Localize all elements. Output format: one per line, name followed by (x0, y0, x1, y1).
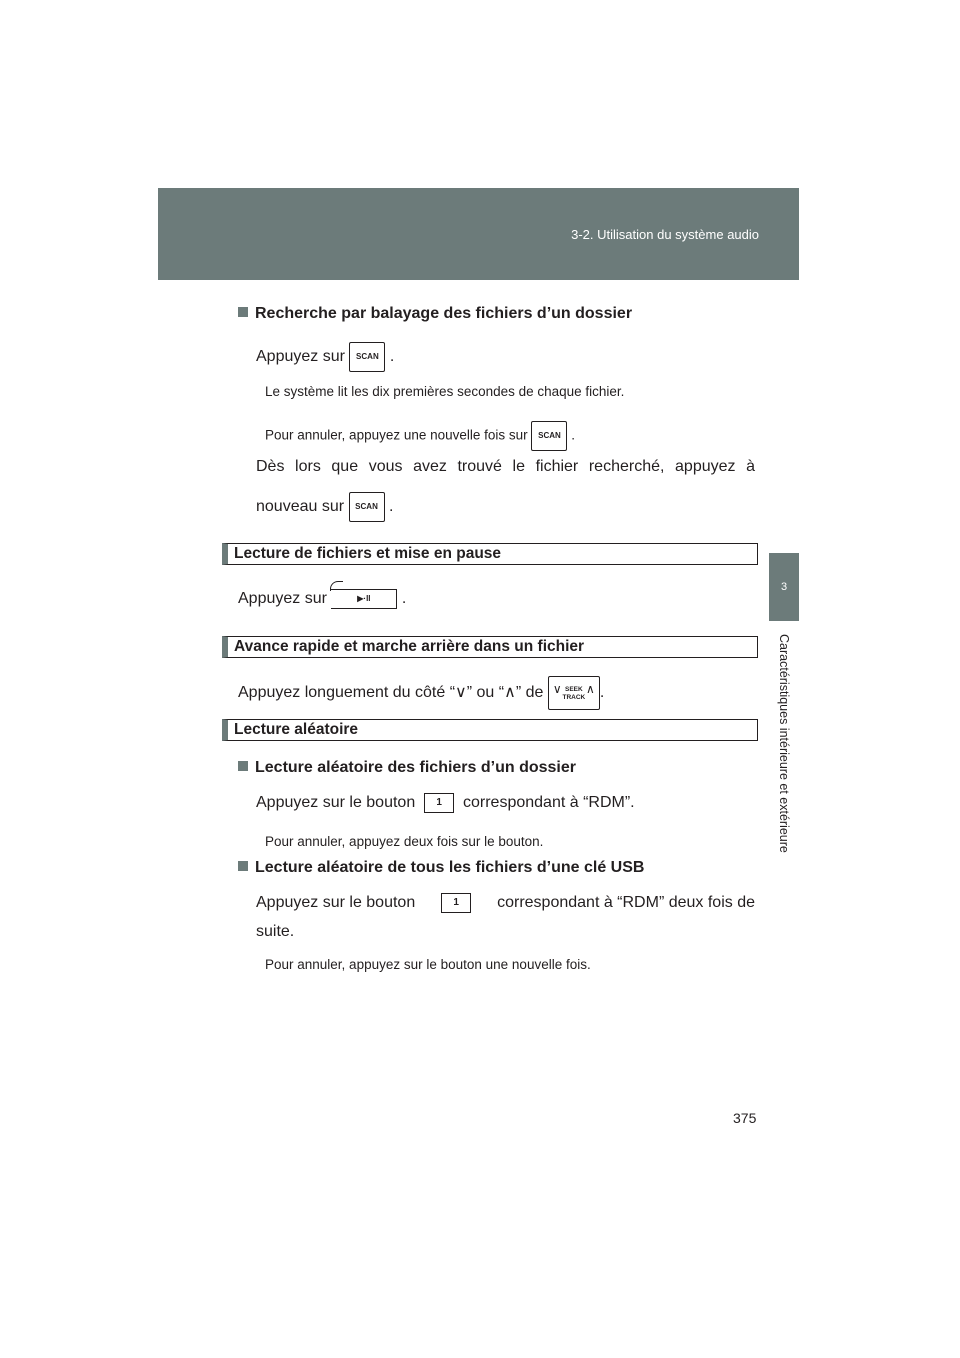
preset-1-button-icon: 1 (441, 893, 471, 913)
square-bullet-icon (238, 761, 248, 771)
section-random: Lecture aléatoire (222, 719, 758, 741)
scan-step2-line1: Dès lors que vous avez trouvé le fichier recherché, appuyez à (256, 458, 755, 475)
square-bullet-icon (238, 861, 248, 871)
preset-1-button-icon: 1 (424, 793, 454, 813)
random-sub2-line2: suite. (256, 923, 295, 940)
random-sub1-heading: Lecture aléatoire des fichiers d’un dossier (238, 758, 576, 778)
scan-button-icon: SCAN (349, 492, 385, 522)
random-sub1-instruction: Appuyez sur le bouton 1 correspondant à “RDM”. (256, 794, 635, 812)
chapter-label-text: Caractéristiques intérieure et extérieure (777, 634, 791, 853)
scan-step2-line2: nouveau sur SCAN . (256, 492, 393, 522)
chapter-number: 3 (780, 581, 788, 593)
section-title: 3-2. Utilisation du système audio (571, 227, 759, 242)
scan-note1: Le système lit les dix premières secondes de chaque fichier. (265, 384, 625, 399)
seek-instruction: Appuyez longuement du côté “∨” ou “∧” de ∨ SEEK TRACK ∧ . (238, 676, 604, 710)
square-bullet-icon (238, 307, 248, 317)
seek-track-button-icon: ∨ SEEK TRACK ∧ (548, 676, 600, 710)
section-seek: Avance rapide et marche arrière dans un fichier (222, 636, 758, 658)
chevron-up-icon: ∧ (504, 684, 516, 702)
random-sub2-heading: Lecture aléatoire de tous les fichiers d’une clé USB (238, 858, 644, 878)
scan-button-icon: SCAN (349, 342, 385, 372)
random-sub2-note: Pour annuler, appuyez sur le bouton une nouvelle fois. (265, 957, 591, 972)
section-play-pause: Lecture de fichiers et mise en pause (222, 543, 758, 565)
play-instruction: Appuyez sur ▶·II . (238, 590, 407, 608)
chapter-tab (769, 553, 799, 621)
random-sub2-instruction: Appuyez sur le bouton 1 correspondant à “RDM” deux fois de (256, 894, 755, 911)
scan-button-icon: SCAN (531, 421, 567, 451)
play-pause-button-icon: ▶·II (331, 589, 397, 609)
header-band (158, 188, 799, 280)
chevron-down-icon: ∨ (455, 684, 467, 702)
page-number: 375 (733, 1110, 757, 1126)
scan-heading: Recherche par balayage des fichiers d’un dossier (238, 304, 632, 324)
scan-step1: Appuyez sur SCAN . (256, 342, 394, 372)
scan-note2: Pour annuler, appuyez une nouvelle fois sur SCAN . (265, 421, 575, 451)
random-sub1-note: Pour annuler, appuyez deux fois sur le bouton. (265, 834, 544, 849)
